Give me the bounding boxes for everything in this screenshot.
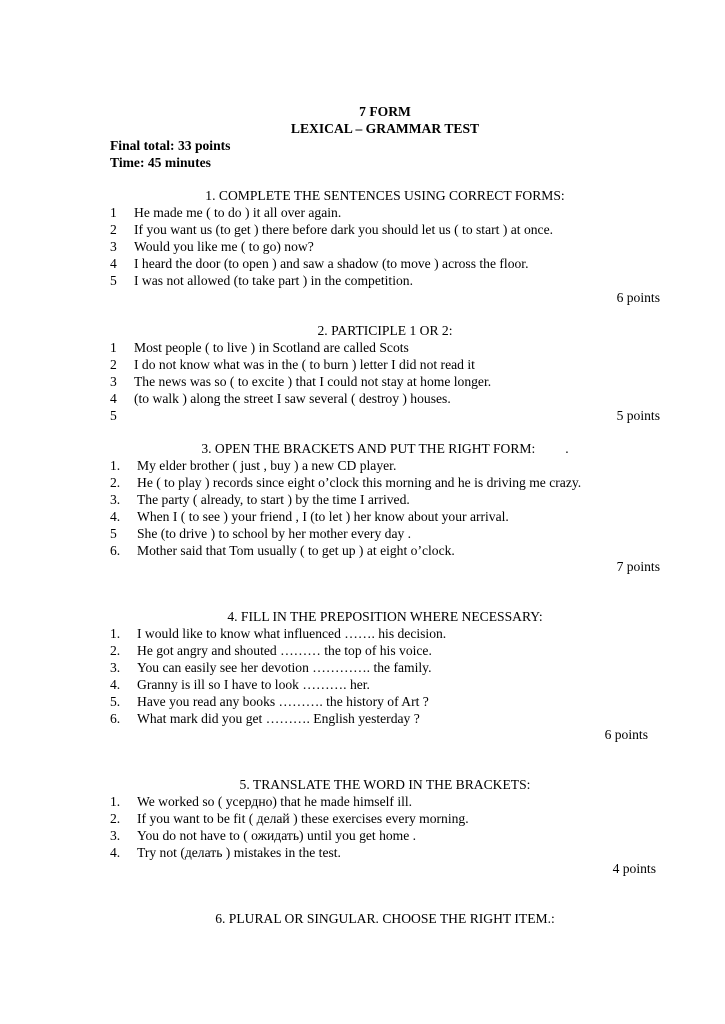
item-number: 3. [110,828,121,843]
list-item [110,458,670,475]
item-number: 2. [110,811,121,826]
item-text: (to walk ) along the street I saw several ( destroy ) houses. [134,391,451,406]
list-item [110,340,670,357]
item-text: I was not allowed (to take part ) in the competition. [134,273,413,288]
item-number: 4 [110,391,117,406]
item-number: 1. [110,626,121,641]
section-2-points: 5 points [616,408,660,423]
time-limit: Time: 45 minutes [110,155,211,170]
item-text: He made me ( to do ) it all over again. [134,205,342,220]
item-number: 5 [110,526,117,541]
list-item [110,391,670,408]
item-number: 3 [110,374,117,389]
item-text: Mother said that Tom usually ( to get up ) at eight o’clock. [137,543,455,558]
list-item [110,492,670,509]
item-text: Try not (делать ) mistakes in the test. [137,845,341,860]
list-item [110,626,670,643]
item-number: 6. [110,711,121,726]
item-text: Most people ( to live ) in Scotland are called Scots [134,340,409,355]
item-text: We worked so ( усердно) that he made himself ill. [137,794,413,809]
item-number: 2 [110,222,117,237]
list-item [110,711,670,728]
item-text: Would you like me ( to go) now? [134,239,314,254]
item-text: I heard the door (to open ) and saw a shadow (to move ) across the floor. [134,256,529,271]
list-item [110,222,670,239]
item-text: If you want us (to get ) there before dark you should let us ( to start ) at once. [134,222,554,237]
section-4-points: 6 points [604,727,648,742]
item-number: 5 [110,273,117,288]
list-item [110,357,670,374]
item-text: You do not have to ( ожидать) until you get home . [137,828,417,843]
item-text: If you want to be fit ( делай ) these exercises every morning. [137,811,469,826]
item-text: I would like to know what influenced ……. his decision. [137,626,447,641]
list-item [110,660,670,677]
item-number: 4. [110,509,121,524]
item-text: Have you read any books ………. the history of Art ? [137,694,429,709]
item-text: The party ( already, to start ) by the time I arrived. [137,492,410,507]
test-title: LEXICAL – GRAMMAR TEST [290,121,480,136]
section-3-title [110,441,660,458]
list-item [110,374,670,391]
item-number: 1 [110,340,117,355]
item-number: 6. [110,543,121,558]
section-3-title-dot: . [565,441,569,456]
section-5-points: 4 points [612,861,656,876]
item-text: Granny is ill so I have to look ………. her. [137,677,370,692]
list-item [110,828,670,845]
section-6-title: 6. PLURAL OR SINGULAR. CHOOSE THE RIGHT ITEM.: [215,911,555,926]
item-text: I do not know what was in the ( to burn ) letter I did not read it [134,357,475,372]
item-text: He ( to play ) records since eight o’clock this morning and he is driving me crazy. [137,475,582,490]
item-number: 3. [110,492,121,507]
section-3-title-text: 3. OPEN THE BRACKETS AND PUT THE RIGHT FORM: [201,441,536,456]
list-item [110,845,670,862]
item-number: 5. [110,694,121,709]
item-number: 4 [110,256,117,271]
list-item [110,543,670,560]
item-number: 3. [110,660,121,675]
item-number: 4. [110,677,121,692]
section-5-title: 5. TRANSLATE THE WORD IN THE BRACKETS: [239,777,531,792]
item-text: My elder brother ( just , buy ) a new CD player. [137,458,397,473]
section-2-title: 2. PARTICIPLE 1 OR 2: [317,323,453,338]
section-3-points: 7 points [616,559,660,574]
item-number: 1. [110,794,121,809]
section-4-title: 4. FILL IN THE PREPOSITION WHERE NECESSARY: [227,609,543,624]
item-number: 4. [110,845,121,860]
item-number: 1 [110,205,117,220]
item-number: 2. [110,475,121,490]
list-item [110,811,670,828]
list-item [110,239,670,256]
form-heading: 7 FORM [359,104,411,119]
item-number: 3 [110,239,117,254]
item-number: 1. [110,458,121,473]
list-item [110,526,670,543]
item-number: 2 [110,357,117,372]
item-number: 2. [110,643,121,658]
item-text: She (to drive ) to school by her mother every day . [137,526,412,541]
item-text: The news was so ( to excite ) that I could not stay at home longer. [134,374,492,389]
list-item [110,677,670,694]
item-number: 5 [110,408,117,423]
list-item [110,475,670,492]
list-item [110,273,670,290]
final-total: Final total: 33 points [110,138,231,153]
list-item [110,205,670,222]
section-1-title: 1. COMPLETE THE SENTENCES USING CORRECT FORMS: [205,188,565,203]
item-text: You can easily see her devotion …………. the family. [137,660,432,675]
list-item [110,509,670,526]
item-text: He got angry and shouted ……… the top of his voice. [137,643,432,658]
section-1-points: 6 points [616,290,660,305]
list-item [110,408,670,425]
item-text: When I ( to see ) your friend , I (to let ) her know about your arrival. [137,509,509,524]
list-item [110,694,670,711]
item-text: What mark did you get ………. English yesterday ? [137,711,420,726]
list-item [110,643,670,660]
list-item [110,256,670,273]
list-item [110,794,670,811]
